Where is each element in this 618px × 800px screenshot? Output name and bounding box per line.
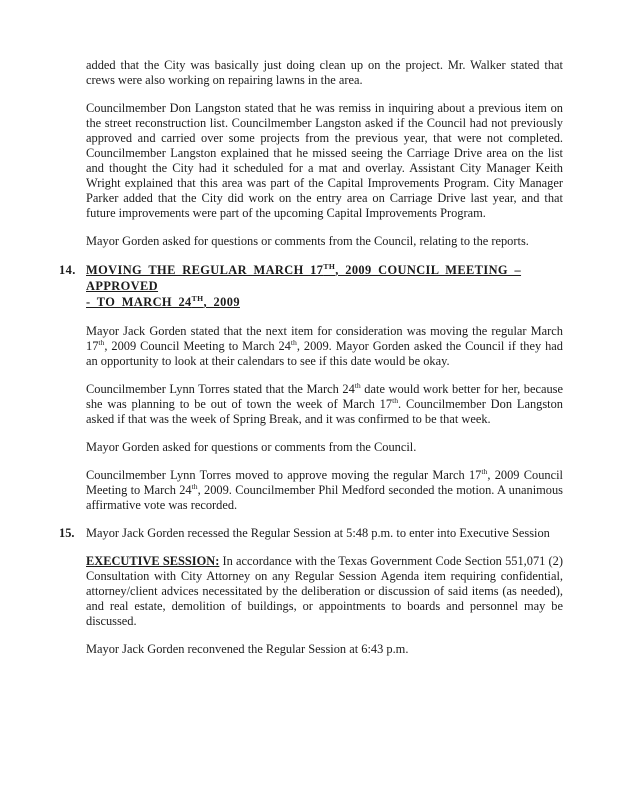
text-block: [59, 58, 564, 670]
text-run: Mayor Gorden asked for questions or comments from the Council, relating to the reports.: [86, 234, 529, 248]
superscript: th: [290, 337, 297, 347]
paragraph: [86, 468, 563, 513]
paragraph: [86, 440, 563, 455]
text-run: , 2009: [203, 295, 240, 309]
superscript: th: [191, 481, 198, 491]
text-run: , 2009. Councilmember Phil Medford seconded the motion. A unanimous affirmative vote was recorded.: [86, 483, 564, 512]
item-number: 14.: [59, 263, 76, 277]
paragraph: [86, 234, 563, 249]
text-run: , 2009 COUNCIL MEETING – APPROVED: [86, 263, 522, 293]
section-heading: [59, 261, 563, 310]
superscript: th: [354, 380, 361, 390]
text-run: added that the City was basically just doing clean up on the project. Mr. Walker stated that crews were also working on repairing lawns in the area.: [86, 58, 563, 87]
text-run: , 2009 Council Meeting to March 24: [86, 468, 564, 497]
paragraph: [86, 554, 563, 629]
text-run: Mayor Gorden asked for questions or comments from the Council.: [86, 440, 417, 454]
superscript: th: [392, 395, 399, 405]
item-number: 15.: [59, 526, 75, 540]
superscript: TH: [191, 293, 204, 303]
text-run: , 2009 Council Meeting to March 24: [104, 339, 291, 353]
text-run: , 2009. Mayor Gorden asked the Council if they had an opportunity to look at their calendars to see if this date would be okay.: [86, 339, 563, 368]
text-run: Mayor Jack Gorden stated that the next item for consideration was moving the regular March 17: [86, 324, 563, 353]
paragraph: [86, 324, 563, 369]
paragraph: [86, 101, 563, 221]
text-run: MOVING THE REGULAR MARCH 17: [86, 263, 324, 277]
text-run: Mayor Jack Gorden recessed the Regular Session at 5:48 p.m. to enter into Executive Session: [86, 526, 550, 540]
superscript: th: [481, 466, 488, 476]
paragraph: [86, 382, 563, 427]
text-run: Councilmember Lynn Torres stated that the March 24: [86, 382, 355, 396]
text-run: date would work better for her, because she was planning to be out of town the week of March 17: [86, 382, 563, 411]
text-run: Councilmember Lynn Torres moved to approve moving the regular March 17: [86, 468, 482, 482]
text-run: - TO MARCH 24: [86, 295, 192, 309]
text-run: EXECUTIVE SESSION:: [86, 554, 220, 568]
paragraph: [59, 526, 563, 541]
superscript: TH: [323, 261, 336, 271]
paragraph: [86, 642, 563, 657]
text-run: Councilmember Don Langston stated that he was remiss in inquiring about a previous item on the street reconstruction list. Councilmember Langston asked if the Council had not previously approved and carried over some projects from the previous year, that were not completed. Councilmember Langston explained that he missed seeing the Carriage Drive area on the list and thought the City had it scheduled for a mat and overlay. Assistant City Manager Keith Wright explained that this area was part of the Capital Improvements Program. City Manager Parker added that the City did work on the entry area on Carriage Drive last year, and that future improvements were part of the upcoming Capital Improvements Program.: [86, 101, 563, 220]
text-run: Mayor Jack Gorden reconvened the Regular Session at 6:43 p.m.: [86, 642, 409, 656]
paragraph: [86, 58, 563, 88]
text-run: In accordance with the Texas Government Code Section 551,071 (2) Consultation with City Attorney on any Regular Session Agenda item requiring confidential, attorney/client advices necessitated by the deliberation or discussion of said items (as needed), and real estate, demolition of buildings, or appointments to boards and personnel may be discussed.: [86, 554, 563, 628]
text-run: . Councilmember Don Langston asked if that was the week of Spring Break, and it was confirmed to be that week.: [86, 397, 563, 426]
superscript: th: [98, 337, 105, 347]
